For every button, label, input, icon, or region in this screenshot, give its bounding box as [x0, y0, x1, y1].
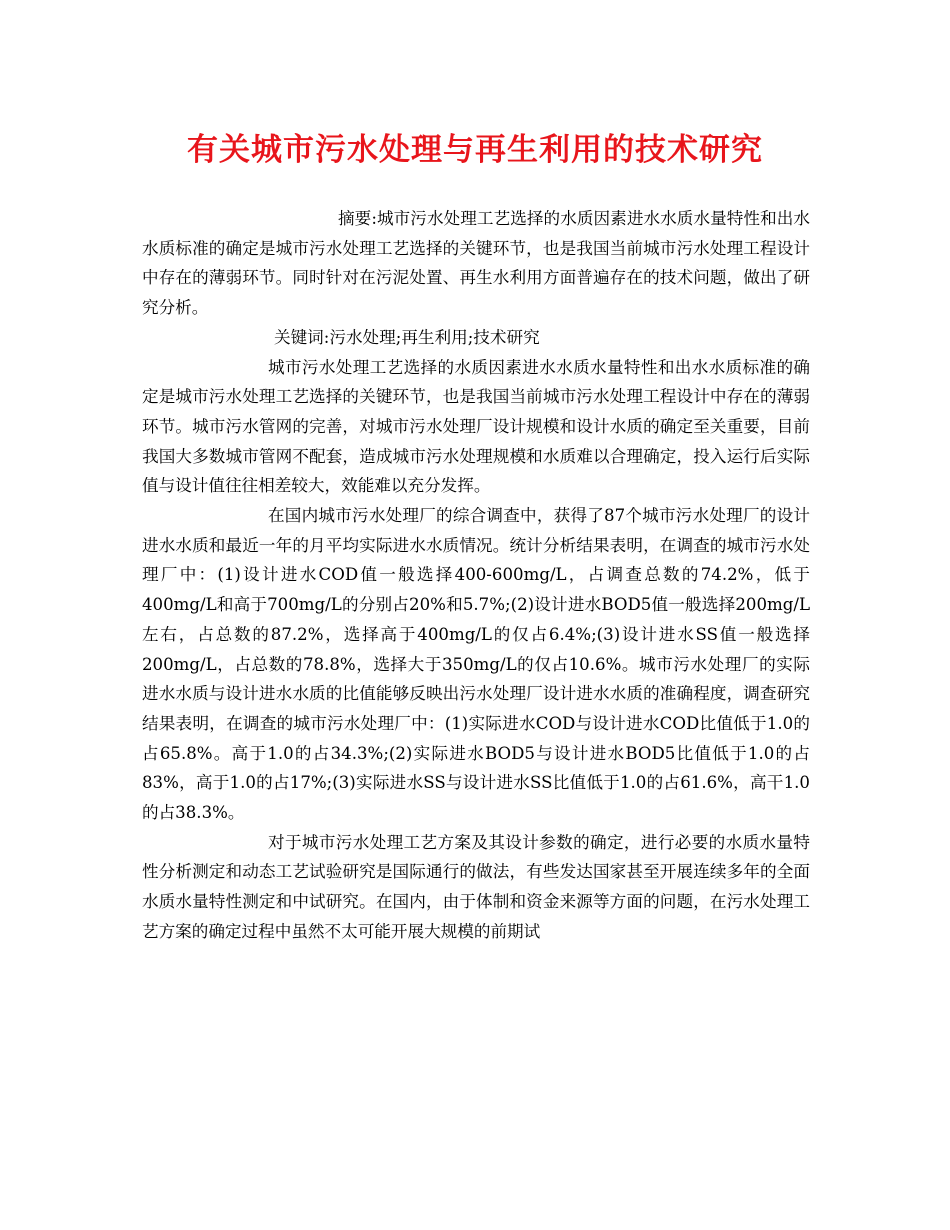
document-title: 有关城市污水处理与再生利用的技术研究	[187, 132, 763, 168]
body-paragraph-1: 城市污水处理工艺选择的水质因素进水水质水量特性和出水水质标准的确定是城市污水处理工艺选择的关键环节，也是我国当前城市污水处理工程设计中存在的薄弱环节。城市污水管网的完善，对城市污水处理厂设计规模和设计水质的确定至关重要，目前我国大多数城市管网不配套，造成城市污水处理规模和水质难以合理确定，投入运行后实际值与设计值往往相差较大，效能难以充分发挥。	[142, 357, 810, 496]
keywords-line: 关键词:污水处理;再生利用;技术研究	[274, 327, 540, 347]
body-paragraph-3: 对于城市污水处理工艺方案及其设计参数的确定，进行必要的水质水量特性分析测定和动态工艺试验研究是国际通行的做法，有些发达国家甚至开展连续多年的全面水质水量特性测定和中试研究。在国内，由于体制和资金来源等方面的问题，在污水处理工艺方案的确定过程中虽然不太可能开展大规模的前期试	[142, 832, 810, 941]
abstract-paragraph: 摘要:城市污水处理工艺选择的水质因素进水水质水量特性和出水水质标准的确定是城市污水处理工艺选择的关键环节，也是我国当前城市污水处理工程设计中存在的薄弱环节。同时针对在污泥处置、再生水利用方面普遍存在的技术问题，做出了研究分析。	[142, 209, 810, 318]
body-paragraph-2: 在国内城市污水处理厂的综合调查中，获得了87个城市污水处理厂的设计进水水质和最近一年的月平均实际进水水质情况。统计分析结果表明，在调查的城市污水处理厂中：(1)设计进水COD值一般选择400-600mg/L，占调查总数的74.2%，低于400mg/L和高于700mg/L的分别占20%和5.7%;(2)设计进水BOD5值一般选择200mg/L左右，占总数的87.2%，选择高于400mg/L的仅占6.4%;(3)设计进水SS值一般选择200mg/L，占总数的78.8%，选择大于350mg/L的仅占10.6%。城市污水处理厂的实际进水水质与设计进水水质的比值能够反映出污水处理厂设计进水水质的准确程度，调查研究结果表明，在调查的城市污水处理厂中：(1)实际进水COD与设计进水COD比值低于1.0的占65.8%。高于1.0的占34.3%;(2)实际进水BOD5与设计进水BOD5比值低于1.0的占83%，高于1.0的占17%;(3)实际进水SS与设计进水SS比值低于1.0的占61.6%，高干1.0的占38.3%。	[142, 506, 810, 823]
document-body	[142, 204, 810, 947]
